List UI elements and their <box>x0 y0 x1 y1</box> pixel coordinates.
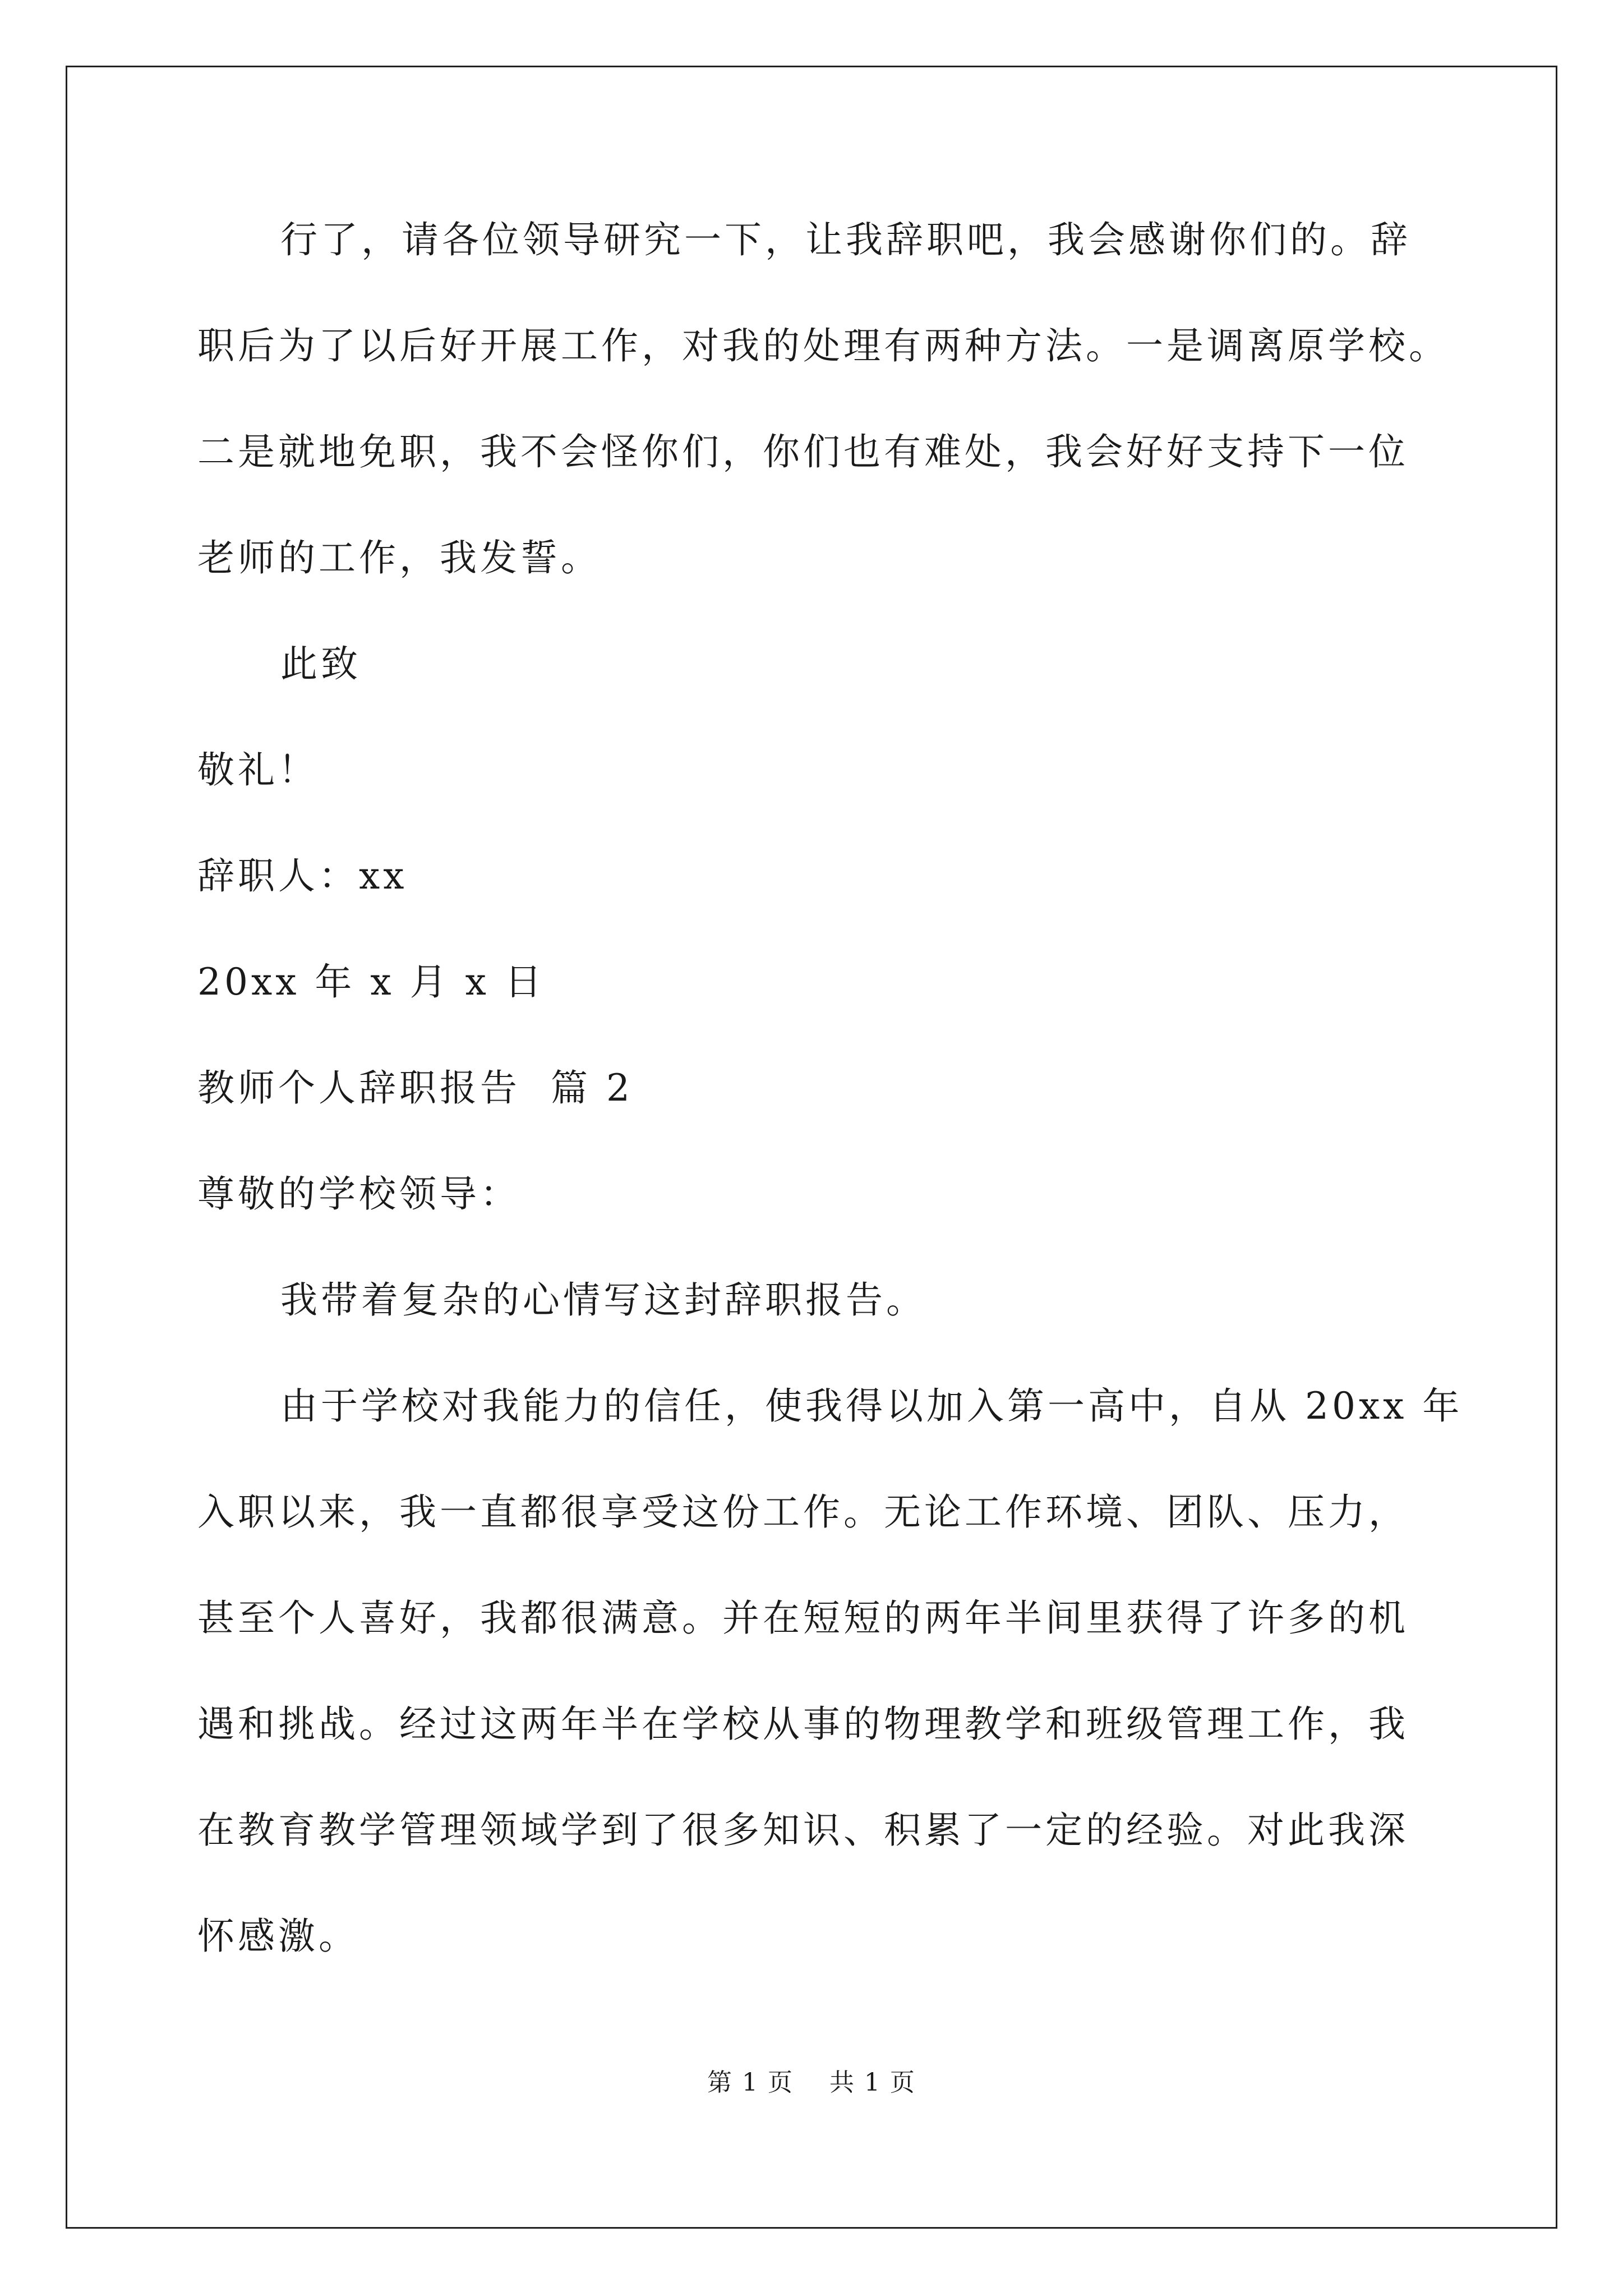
text-line: 二是就地免职，我不会怪你们，你们也有难处，我会好好支持下一位 <box>197 430 1409 473</box>
text-line: 入职以来，我一直都很享受这份工作。无论工作环境、团队、压力， <box>197 1490 1409 1534</box>
date-line: 20xx 年 x 月 x 日 <box>197 960 545 1004</box>
text-line: 遇和挑战。经过这两年半在学校从事的物理教学和班级管理工作，我 <box>197 1703 1409 1746</box>
text-line: 甚至个人喜好，我都很满意。并在短短的两年半间里获得了许多的机 <box>197 1596 1409 1640</box>
text-line: 职后为了以后好开展工作，对我的处理有两种方法。一是调离原学校。 <box>197 324 1449 367</box>
text-line: 在教育教学管理领域学到了很多知识、积累了一定的经验。对此我深 <box>197 1809 1409 1852</box>
document-body <box>197 213 1463 1963</box>
paragraph-gratitude <box>197 1379 1463 1963</box>
text-line: 老师的工作，我发誓。 <box>197 536 601 579</box>
paragraph-intro: 我带着复杂的心情写这封辞职报告。 <box>280 1278 926 1322</box>
page-footer: 第 1 页 共 1 页 <box>707 2068 916 2097</box>
section-title: 教师个人辞职报告 篇 2 <box>197 1066 633 1110</box>
greeting: 尊敬的学校领导： <box>197 1172 520 1216</box>
text-line: 由于学校对我能力的信任，使我得以加入第一高中，自从 20xx 年 <box>280 1384 1463 1428</box>
paragraph-resignation-request <box>197 213 1449 585</box>
signature: 辞职人：xx <box>197 854 408 898</box>
text-line: 怀感激。 <box>197 1915 359 1958</box>
closing-phrase: 此致 <box>280 642 361 685</box>
text-line: 行了，请各位领导研究一下，让我辞职吧，我会感谢你们的。辞 <box>280 218 1411 261</box>
salutation: 敬礼！ <box>197 748 319 792</box>
